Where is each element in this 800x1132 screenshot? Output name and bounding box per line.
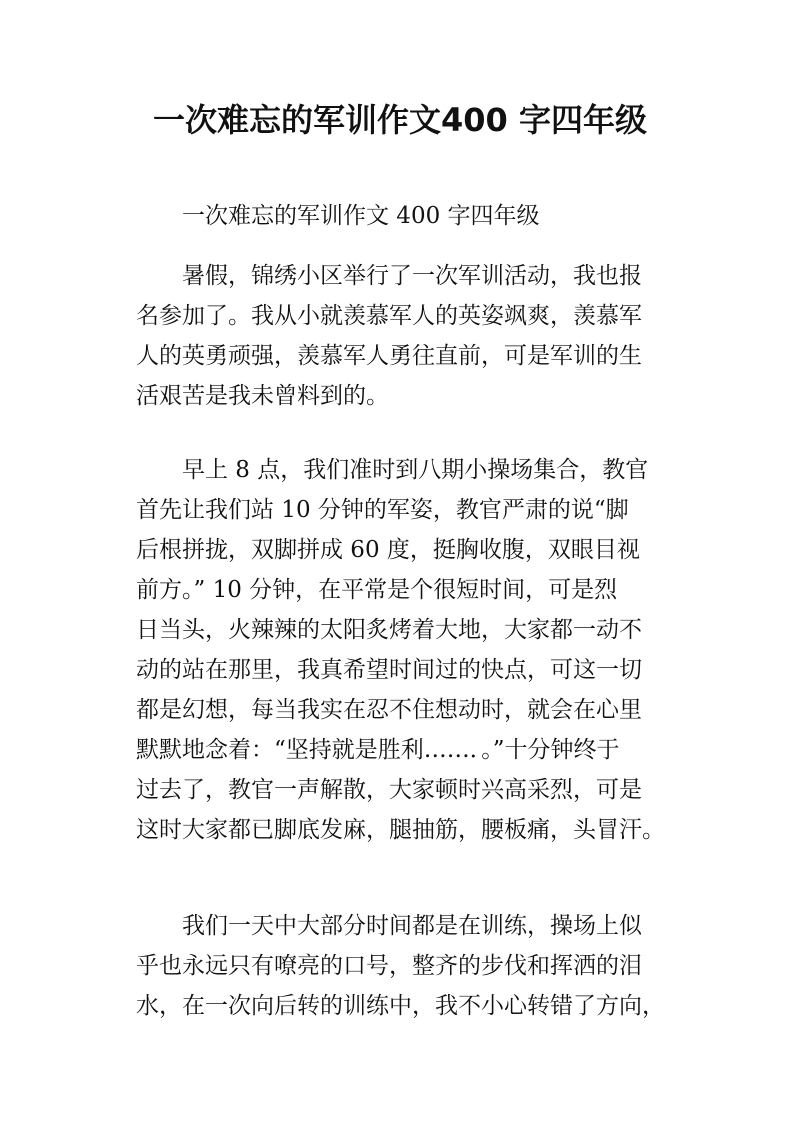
paragraph-1-line-2: 名参加了。我从小就羡慕军人的英姿飒爽，羡慕军 bbox=[136, 303, 642, 329]
paragraph-2-line-7: 都是幻想，每当我实在忍不住想动时，就会在心里 bbox=[136, 697, 642, 723]
paragraph-2-line-5: 日当头，火辣辣的太阳炙烤着大地，大家都一动不 bbox=[136, 617, 642, 643]
document-subtitle: 一次难忘的军训作文 400 字四年级 bbox=[182, 203, 540, 229]
paragraph-2-line-8: 默默地念着：“坚持就是胜利……．。”十分钟终于 bbox=[136, 737, 620, 763]
paragraph-2-line-1: 早上 8 点，我们准时到八期小操场集合，教官 bbox=[182, 457, 649, 483]
paragraph-2-line-4: 前方。” 10 分钟，在平常是个很短时间，可是烈 bbox=[136, 577, 618, 603]
paragraph-2-line-3: 后根拼拢，双脚拼成 60 度，挺胸收腹，双眼目视 bbox=[136, 537, 640, 563]
paragraph-3-line-1: 我们一天中大部分时间都是在训练，操场上似 bbox=[182, 913, 642, 939]
paragraph-1-line-4: 活艰苦是我未曾料到的。 bbox=[136, 383, 389, 409]
paragraph-3-line-2: 乎也永远只有嘹亮的口号，整齐的步伐和挥洒的泪 bbox=[136, 953, 642, 979]
paragraph-2-line-2: 首先让我们站 10 分钟的军姿，教官严肃的说“脚 bbox=[136, 497, 629, 523]
paragraph-3-line-3: 水，在一次向后转的训练中，我不小心转错了方向， bbox=[136, 993, 665, 1019]
paragraph-2-line-9: 过去了，教官一声解散，大家顿时兴高采烈，可是 bbox=[136, 777, 642, 803]
document-title: 一次难忘的军训作文400 字四年级 bbox=[153, 101, 647, 139]
paragraph-2-line-10: 这时大家都已脚底发麻，腿抽筋，腰板痛，头冒汗。 bbox=[136, 817, 665, 843]
paragraph-2-line-6: 动的站在那里，我真希望时间过的快点，可这一切 bbox=[136, 657, 642, 683]
paragraph-1-line-3: 人的英勇顽强，羡慕军人勇往直前，可是军训的生 bbox=[136, 343, 642, 369]
paragraph-1-line-1: 暑假，锦绣小区举行了一次军训活动，我也报 bbox=[182, 263, 642, 289]
